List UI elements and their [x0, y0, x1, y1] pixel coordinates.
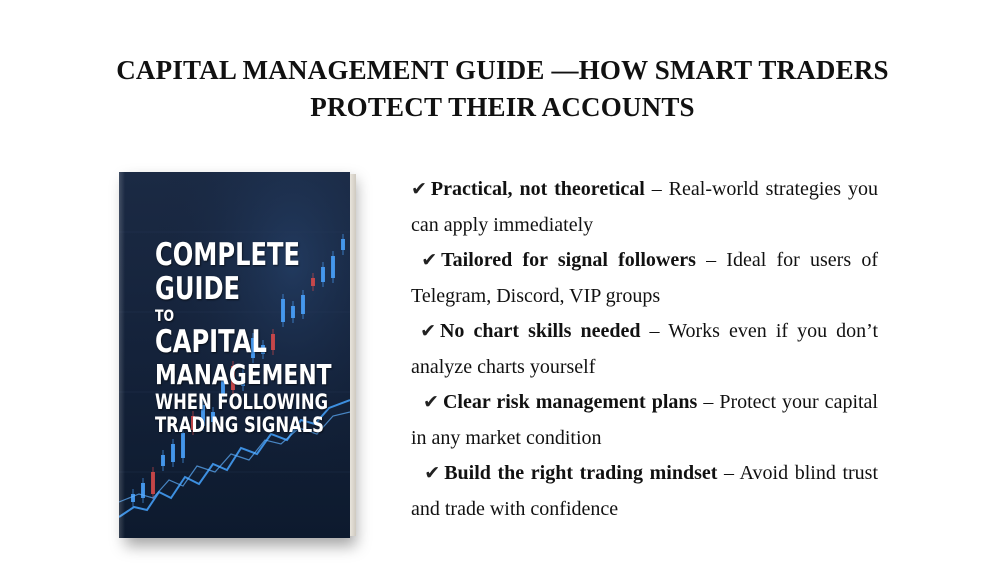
- feature-description: – Ideal for users of Telegram, Discord, VIP groups: [411, 249, 878, 307]
- feature-description: – Real-world strategies you can apply immediately: [411, 178, 879, 236]
- page-title: [40, 52, 965, 126]
- title-line-2: PROTECT THEIR ACCOUNTS: [310, 92, 695, 122]
- check-icon: ✔: [420, 320, 436, 342]
- feature-item: [411, 385, 878, 456]
- book-pages-edge: [350, 174, 356, 536]
- book-title-line: TRADING SIGNALS: [155, 413, 324, 437]
- feature-item: [411, 243, 878, 314]
- book-title: [155, 237, 332, 438]
- book-title-line: CAPITAL: [155, 324, 267, 360]
- feature-item: [411, 456, 878, 527]
- feature-list: [411, 172, 878, 527]
- feature-title: Practical, not theoretical: [430, 178, 645, 200]
- candlestick: [151, 472, 155, 494]
- book-title-line: WHEN FOLLOWING: [155, 390, 329, 414]
- book-cover-image: [119, 172, 350, 538]
- candlestick: [161, 455, 165, 466]
- feature-title: No chart skills needed: [439, 320, 641, 342]
- check-icon: ✔: [411, 178, 427, 200]
- candlestick: [341, 239, 345, 250]
- candlestick: [321, 267, 325, 282]
- feature-item: [411, 314, 878, 385]
- feature-title: Tailored for signal followers: [441, 249, 696, 271]
- check-icon: ✔: [423, 391, 439, 413]
- feature-description: – Protect your capital in any market condition: [411, 391, 878, 449]
- candlestick: [171, 444, 175, 462]
- book-title-line: TO: [155, 306, 175, 325]
- candlestick: [311, 278, 315, 286]
- book-spine: [119, 172, 125, 538]
- feature-title: Clear risk management plans: [442, 391, 698, 413]
- title-line-1: CAPITAL MANAGEMENT GUIDE —HOW SMART TRADERS: [116, 55, 889, 85]
- check-icon: ✔: [421, 249, 438, 271]
- candlestick: [331, 256, 335, 278]
- book-title-line: COMPLETE: [155, 237, 301, 273]
- feature-description: – Avoid blind trust and trade with confidence: [411, 462, 879, 520]
- check-icon: ✔: [424, 462, 441, 484]
- feature-item: [411, 172, 878, 243]
- feature-description: – Works even if you don’t analyze charts yourself: [411, 320, 879, 378]
- feature-title: Build the right trading mindset: [444, 462, 718, 484]
- book-title-line: GUIDE: [155, 271, 241, 307]
- book-title-line: MANAGEMENT: [155, 358, 332, 391]
